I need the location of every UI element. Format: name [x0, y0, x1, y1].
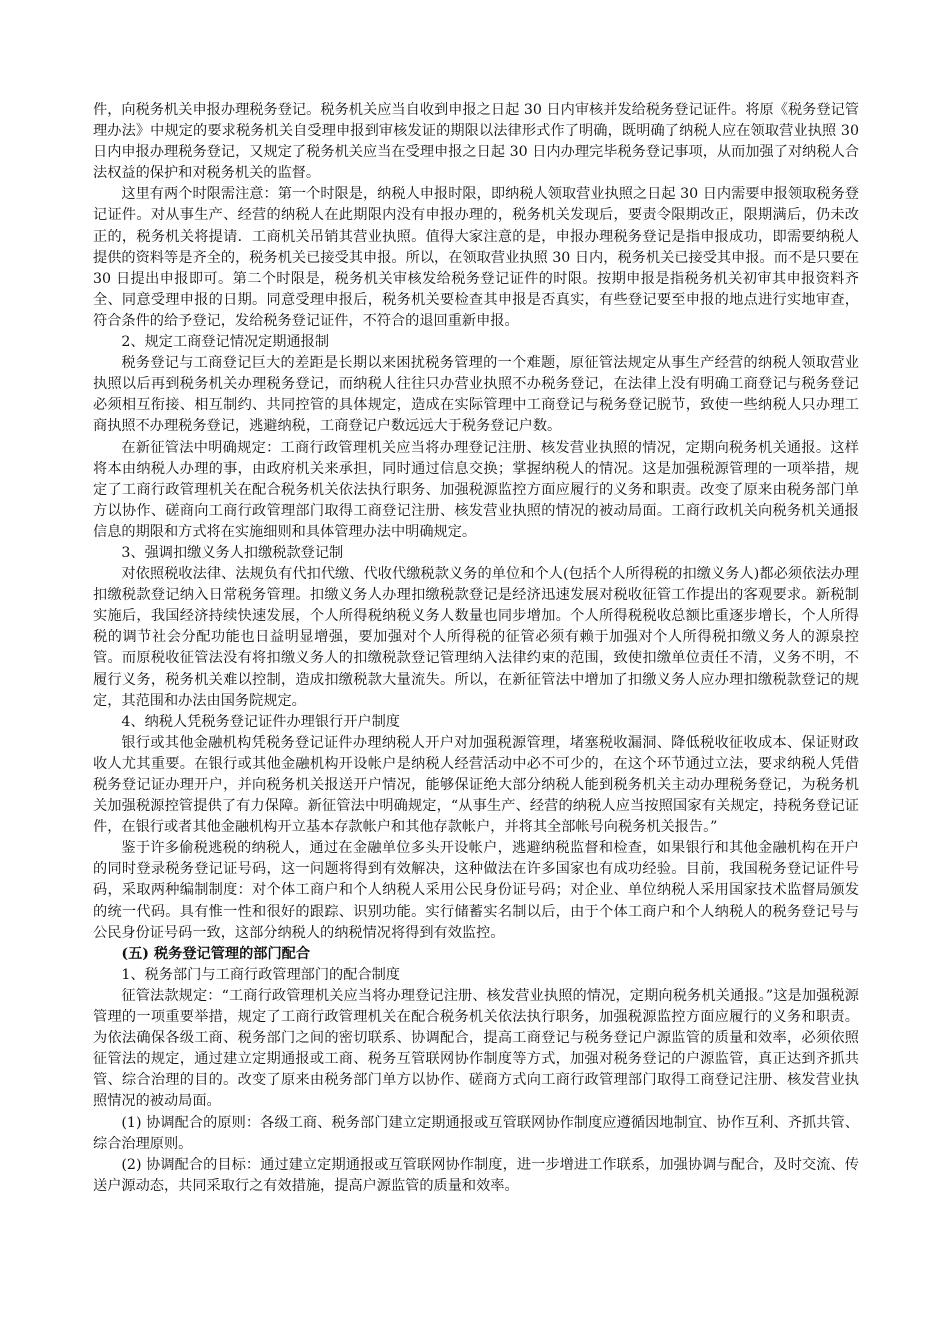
section-heading-department-cooperation: (五) 税务登记管理的部门配合 — [121, 945, 311, 962]
paragraph-multiple-accounts: 鉴于许多偷税逃税的纳税人，通过在金融单位多头开设帐户，逃避纳税监督和检查，如果银行和其他金融机构在开户的同时登录税务登记证号码，这一问题将得到有效解决，这种做法在许多国家也有成功经验。目前，我国税务登记证件号码，采取两种编制制度：对个体工商户和个人纳税人采用公民身份证号码；对企业、单位纳税人采用国家技术监督局颁发的统一代码。具有惟一性和很好的跟踪、识别功能。实行储蓄实名制以后，由于个体工商户和个人纳税人的税务登记号与公民身份证号码一致，这部分纳税人的纳税情况将得到有效监控。 — [93, 840, 859, 941]
paragraph-new-law-notification: 在新征管法中明确规定：工商行政管理机关应当将办理登记注册、核发营业执照的情况，定期向税务机关通报。这样将本由纳税人办理的事，由政府机关来承担，同时通过信息交换；掌握纳税人的情况。这是加强税源管理的一项举措，规定了工商行政管理机关在配合税务机关依法执行职务、加强税源监控方面应履行的义务和职责。改变了原来由税务部门单方以协作、磋商向工商行政管理部门取得工商登记注册、核发营业执照的情况的被动局面。工商行政机关向税务机关通报信息的期限和方式将在实施细则和具体管理办法中明确规定。 — [93, 439, 859, 540]
document-body — [93, 100, 859, 1197]
paragraph-cooperation-goals: (2) 协调配合的目标：通过建立定期通报或互管联网协作制度，进一步增进工作联系，加强协调与配合，及时交流、传送户源动态，共同采取行之有效措施，提高户源监管的质量和效率。 — [93, 1156, 859, 1194]
paragraph-withholding-agents: 对依照税收法律、法规负有代扣代缴、代收代缴税款义务的单位和个人(包括个人所得税的扣缴义务人)都必须依法办理扣缴税款登记纳入日常税务管理。扣缴义务人办理扣缴税款登记是经济迅速发展对税收征管工作提出的客观要求。新税制实施后，我国经济持续快速发展，个人所得税纳税义务人数量也同步增加。个人所得税税收总额比重逐步增长，个人所得税的调节社会分配功能也日益明显增强，要加强对个人所得税的征管必须有赖于加强对个人所得税扣缴义务人的源泉控管。而原税收征管法没有将扣缴义务人的扣缴税款登记管理纳入法律约束的范围，致使扣缴单位责任不清，义务不明，不履行义务，税务机关难以控制，造成扣缴税款大量流失。所以，在新征管法中增加了扣缴义务人应办理扣缴税款登记的规定，其范围和办法由国务院规定。 — [93, 566, 859, 709]
paragraph-two-time-limits: 这里有两个时限需注意：第一个时限是，纳税人申报时限，即纳税人领取营业执照之日起 30 日内需要申报领取税务登记证件。对从事生产、经营的纳税人在此期限内没有申报办理的，税务机关发现后，要责令限期改正，限期满后，仍未改正的，税务机关将提请．工商机关吊销其营业执照。值得大家注意的是，申报办理税务登记是指申报成功，即需要纳税人提供的资料等是齐全的，税务机关已接受其申报。所以，在领取营业执照 30 日内，税务机关已接受其申报。而不是只要在 30 日提出申报即可。第二个时限是，税务机关审核发给税务登记证件的时限。按期申报是指税务机关初审其申报资料齐全、同意受理申报的日期。同意受理申报后，税务机关要检查其申报是否真实，有些登记要至申报的地点进行实地审查，符合条件的给予登记，发给税务登记证件，不符合的退回重新申报。 — [93, 186, 859, 329]
paragraph-cooperation-principles: (1) 协调配合的原则：各级工商、税务部门建立定期通报或互管联网协作制度应遵循因地制宜、协作互利、齐抓共管、综合治理原则。 — [93, 1114, 859, 1152]
paragraph-registration-deadline: 件，向税务机关申报办理税务登记。税务机关应当自收到申报之日起 30 日内审核并发给税务登记证件。将原《税务登记管理办法》中规定的要求税务机关自受理申报到审核发证的期限以法律形式作了明确，既明确了纳税人应在领取营业执照 30 日内申报办理税务登记，又规定了税务机关应当在受理申报之日起 30 日内办理完毕税务登记事项，从而加强了对纳税人合法权益的保护和对税务机关的监督。 — [93, 102, 859, 182]
heading-bank-account-opening: 4、纳税人凭税务登记证件办理银行开户制度 — [121, 713, 400, 730]
paragraph-bank-account-requirement: 银行或其他金融机构凭税务登记证件办理纳税人开户对加强税源管理，堵塞税收漏洞、降低税收征收成本、保证财政收人尤其重要。在银行或其他金融机构开设帐户是纳税人经营活动中必不可少的，在这个环节通过立法，要求纳税人凭借税务登记证办理开户，并向税务机关报送开户情况，能够保证绝大部分纳税人能到税务机关主动办理税务登记，为税务机关加强税源控管提供了有力保障。新征管法中明确规定，“从事生产、经营的纳税人应当按照国家有关规定，持税务登记证件，在银行或者其他金融机构开立基本存款帐户和其他存款帐户，并将其全部帐号向税务机关报告。” — [93, 734, 859, 836]
heading-tax-business-cooperation: 1、税务部门与工商行政管理部门的配合制度 — [121, 966, 400, 983]
paragraph-cooperation-provisions: 征管法款规定：“工商行政管理机关应当将办理登记注册、核发营业执照的情况，定期向税务机关通报。”这是加强税源管理的一项重要举措，规定了工商行政管理机关在配合税务机关依法执行职务，加强税源监控方面应履行的义务和职责。为依法确保各级工商、税务部门之间的密切联系、协调配合，提高工商登记与税务登记户源监管的质量和效率，必须依照征管法的规定，通过建立定期通报或工商、税务互管联网协作制度等方式，加强对税务登记的户源监管，真正达到齐抓共管、综合治理的目的。改变了原来由税务部门单方以协作、磋商方式向工商行政管理部门取得工商登记注册、核发营业执照情况的被动局面。 — [93, 987, 859, 1110]
paragraph-registration-gap: 税务登记与工商登记巨大的差距是长期以来困扰税务管理的一个难题，原征管法规定从事生产经营的纳税人领取营业执照以后再到税务机关办理税务登记，而纳税人往往只办营业执照不办税务登记，在法律上没有明确工商登记与税务登记必须相互衔接、相互制约、共同控管的具体规定，造成在实际管理中工商登记与税务登记脱节，致使一些纳税人只办理工商执照不办理税务登记，逃避纳税，工商登记户数远远大于税务登记户数。 — [93, 355, 859, 435]
heading-business-registration-notification: 2、规定工商登记情况定期通报制 — [121, 334, 330, 351]
heading-withholding-registration: 3、强调扣缴义务人扣缴税款登记制 — [121, 544, 344, 561]
